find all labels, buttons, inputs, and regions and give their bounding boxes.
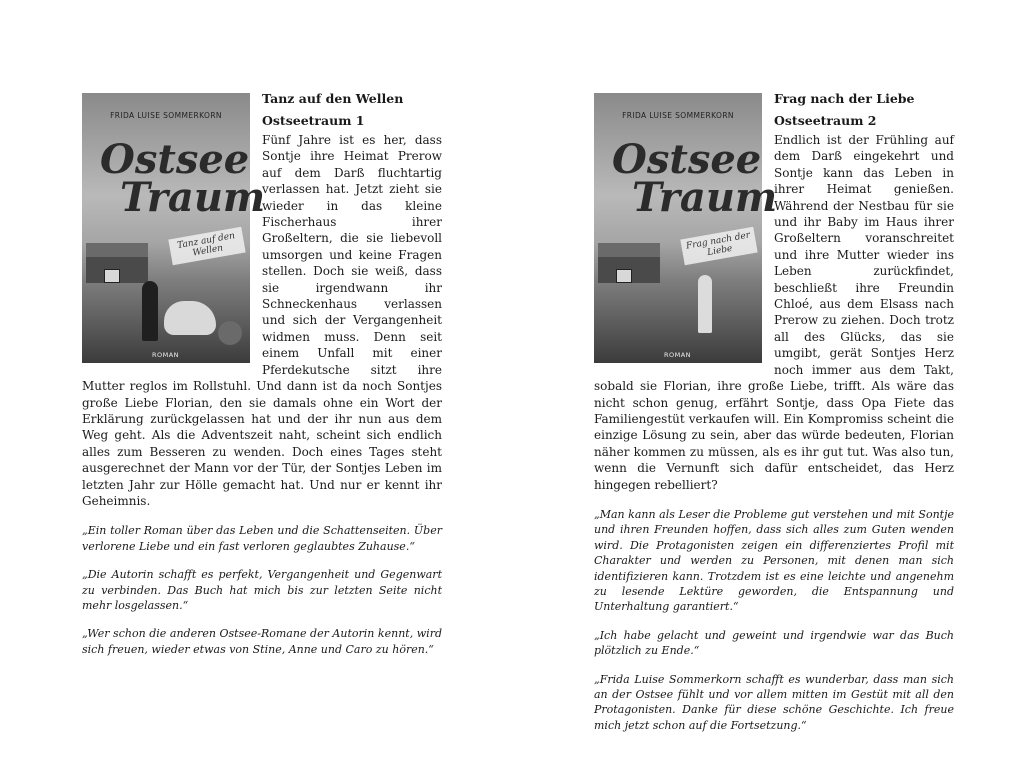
- cover-author: FRIDA LUISE SOMMERKORN: [110, 111, 222, 120]
- reader-quotes: [594, 507, 954, 733]
- reader-quote: „Ich habe gelacht und geweint und irgendwie war das Buch plötzlich zu Ende.“: [594, 628, 954, 658]
- left-book-page: [82, 90, 442, 670]
- cover-subtitle: Frag nach der Liebe: [680, 227, 757, 265]
- right-book-page: [594, 90, 954, 746]
- book-title: Frag nach der Liebe: [774, 91, 915, 106]
- book-series: Ostseetraum 2: [774, 113, 877, 128]
- book-description: Fünf Jahre ist es her, dass Sontje ihre Heimat Prerow auf dem Darß fluchtartig verlassen hat. Jetzt zieht sie wieder in das kleine Fischerhaus ihrer Großeltern, die sie liebevoll umsorgen und keine Fragen stellen. Doch sie weiß, dass sie irgendwann ihr Schneckenhaus verlassen und sich der Vergangenheit widmen muss. Denn seit einem Unfall mit einer Pferdekutsche sitzt ihre Mutter reglos im Rollstuhl. Und dann ist da noch Sontjes große Liebe Florian, den sie damals ohne ein Wort der Erklärung zurückgelassen hat und der ihr nun aus dem Weg geht. Als die Adventszeit naht, scheint sich endlich alles zum Besseren zu wenden. Doch eines Tages steht ausgerechnet der Mann vor der Tür, der Sontjes Leben im letzten Jahr zur Hölle gemacht hat. Und nur er kennt ihr Geheimnis.: [82, 133, 442, 508]
- cover-figure-illustration: [142, 281, 158, 341]
- publisher-logo-icon: [218, 321, 242, 345]
- book-cover-image: [82, 93, 266, 363]
- cover-figure-illustration: [698, 275, 712, 333]
- book-title: Tanz auf den Wellen: [262, 91, 404, 106]
- cover-subtitle: Tanz auf den Wellen: [168, 227, 245, 265]
- reader-quote: „Wer schon die anderen Ostsee-Romane der Autorin kennt, wird sich freuen, wieder etwas von Stine, Anne und Caro zu hören.“: [82, 627, 442, 656]
- cover-series-title: Ostsee Traum: [100, 136, 266, 221]
- cover-genre: ROMAN: [664, 351, 692, 359]
- cover-genre: ROMAN: [152, 351, 180, 359]
- reader-quote: „Frida Luise Sommerkorn schafft es wunderbar, dass man sich an der Ostsee fühlt und vor allem mitten im Gestüt mit all den Protagonisten. Danke für diese schöne Geschichte. Ich freue mich jetzt schon auf die Fortsetzung.“: [594, 672, 954, 732]
- reader-quote: „Ein toller Roman über das Leben und die Schattenseiten. Über verlorene Liebe und ein fast verloren geglaubtes Zuhause.“: [82, 524, 442, 553]
- cover-author: FRIDA LUISE SOMMERKORN: [622, 111, 734, 120]
- reader-quote: „Die Autorin schafft es perfekt, Vergangenheit und Gegenwart zu verbinden. Das Buch hat mich bis zur letzten Seite nicht mehr losgelassen.“: [82, 568, 442, 612]
- book-series: Ostseetraum 1: [262, 113, 365, 128]
- reader-quote: „Man kann als Leser die Probleme gut verstehen und mit Sontje und ihren Freunden hoffen, dass sich alles zum Guten wenden wird. Die Protagonisten zeigen ein differenziertes Profil mit Charakter und werden zu Personen, mit denen man sich identifizieren kann. Trotzdem ist es eine leichte und angenehm zu lesende Lektüre geworden, die Entspannung und Unterhaltung garantiert.“: [594, 507, 954, 614]
- book-cover-image: [594, 93, 778, 363]
- cover-series-title: Ostsee Traum: [612, 136, 778, 221]
- reader-quotes: [82, 523, 442, 657]
- book-description: Endlich ist der Frühling auf dem Darß eingekehrt und Sontje kann das Leben in ihrer Heimat genießen. Während der Nestbau für sie und ihr Baby im Haus ihrer Großeltern voranschreitet und ihre Mutter wieder ins Leben zurückfindet, beschließt ihre Freundin Chloé, aus dem Elsass nach Prerow zu ziehen. Doch trotz all des Glücks, das sie umgibt, gerät Sontjes Herz noch immer aus dem Takt, sobald sie Florian, ihre große Liebe, trifft. Als wäre das nicht schon genug, erfährt Sontje, dass Opa Fiete das Familiengestüt verkaufen will. Ein Kompromiss scheint die einzige Lösung zu sein, aber das würde bedeuten, Florian näher kommen zu müssen, als es ihr gut tut. Was also tun, wenn die Vernunft sich dafür entscheidet, das Herz hingegen rebelliert?: [594, 133, 954, 492]
